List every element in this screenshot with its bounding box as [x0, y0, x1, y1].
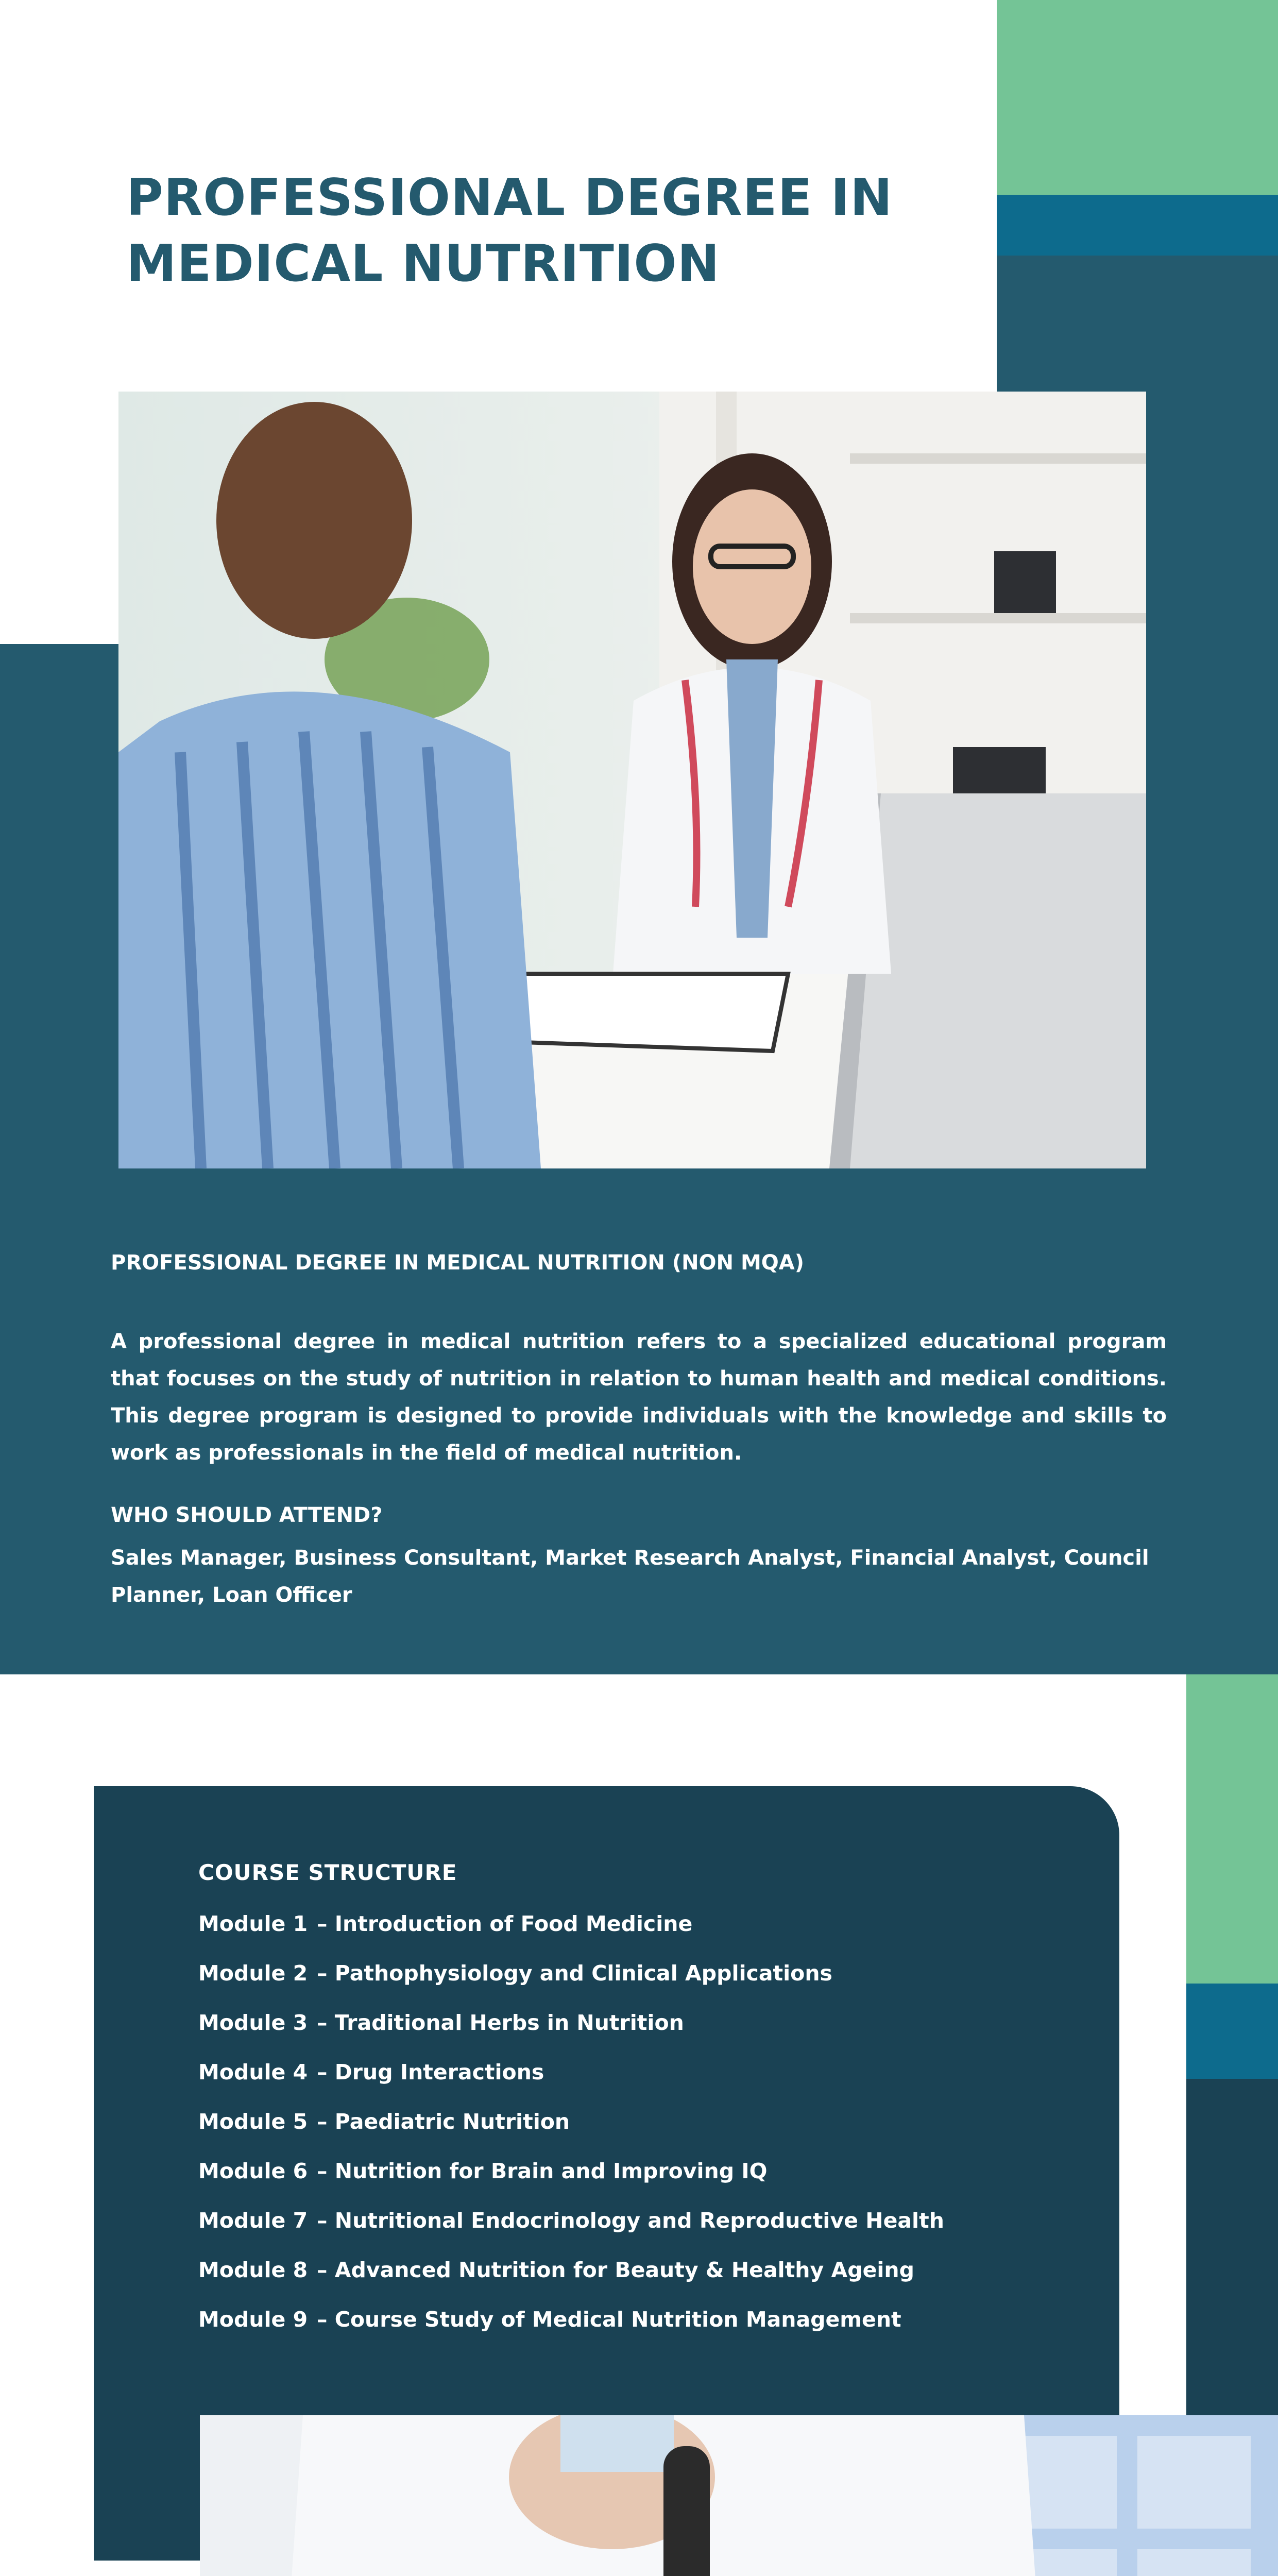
intro-heading: PROFESSIONAL DEGREE IN MEDICAL NUTRITION (NON MQA) — [111, 1251, 804, 1275]
deco-teal-stripe-mid — [1186, 1984, 1278, 2079]
course-structure-panel-extension — [94, 2411, 200, 2561]
module-item — [198, 2159, 767, 2183]
page-title-line2: MEDICAL NUTRITION — [126, 234, 720, 293]
module-number: Module 3 — [198, 2010, 308, 2035]
lab-microscope-photo — [200, 2415, 1278, 2576]
module-item — [198, 1961, 832, 1986]
module-number: Module 6 — [198, 2159, 308, 2183]
module-name: – Traditional Herbs in Nutrition — [317, 2010, 684, 2035]
module-number: Module 4 — [198, 2060, 308, 2084]
who-should-attend-list: Sales Manager, Business Consultant, Market Research Analyst, Financial Analyst, Council Planner, Loan Officer — [111, 1546, 1149, 1607]
module-item — [198, 2060, 544, 2084]
deco-teal-stripe-top — [997, 195, 1278, 256]
nutritionist-consultation-photo — [118, 392, 1146, 1168]
module-number: Module 2 — [198, 1961, 308, 1986]
module-name: – Paediatric Nutrition — [317, 2109, 570, 2134]
module-number: Module 7 — [198, 2208, 308, 2233]
module-name: – Nutrition for Brain and Improving IQ — [317, 2159, 768, 2183]
module-number: Module 1 — [198, 1911, 308, 1936]
module-name: – Pathophysiology and Clinical Applications — [317, 1961, 832, 1986]
module-item — [198, 2010, 684, 2035]
module-number: Module 8 — [198, 2258, 308, 2282]
page-title-line1: PROFESSIONAL DEGREE IN — [126, 168, 893, 227]
course-structure-title: COURSE STRUCTURE — [198, 1860, 457, 1885]
who-should-attend-heading: WHO SHOULD ATTEND? — [111, 1503, 383, 1527]
module-name: – Course Study of Medical Nutrition Management — [317, 2307, 901, 2332]
module-name: – Nutritional Endocrinology and Reproductive Health — [317, 2208, 944, 2233]
deco-dark-block-mid — [1186, 2079, 1278, 2415]
module-item — [198, 1911, 692, 1936]
module-name: – Introduction of Food Medicine — [317, 1911, 693, 1936]
module-item — [198, 2307, 901, 2332]
module-name: – Advanced Nutrition for Beauty & Healthy Ageing — [317, 2258, 914, 2282]
intro-paragraph: A professional degree in medical nutrition refers to a specialized educational program that focuses on the study of nutrition in relation to human health and medical conditions. This degree program is designed to provide individuals with the knowledge and skills to work as professionals in the field of medical nutrition. — [111, 1330, 1167, 1465]
module-item — [198, 2258, 914, 2282]
deco-green-block-mid — [1186, 1674, 1278, 1984]
module-item — [198, 2208, 944, 2233]
deco-green-block-top — [997, 0, 1278, 195]
module-number: Module 5 — [198, 2109, 308, 2134]
module-number: Module 9 — [198, 2307, 308, 2332]
module-name: – Drug Interactions — [317, 2060, 544, 2084]
module-item — [198, 2109, 570, 2134]
page-title — [126, 165, 899, 297]
